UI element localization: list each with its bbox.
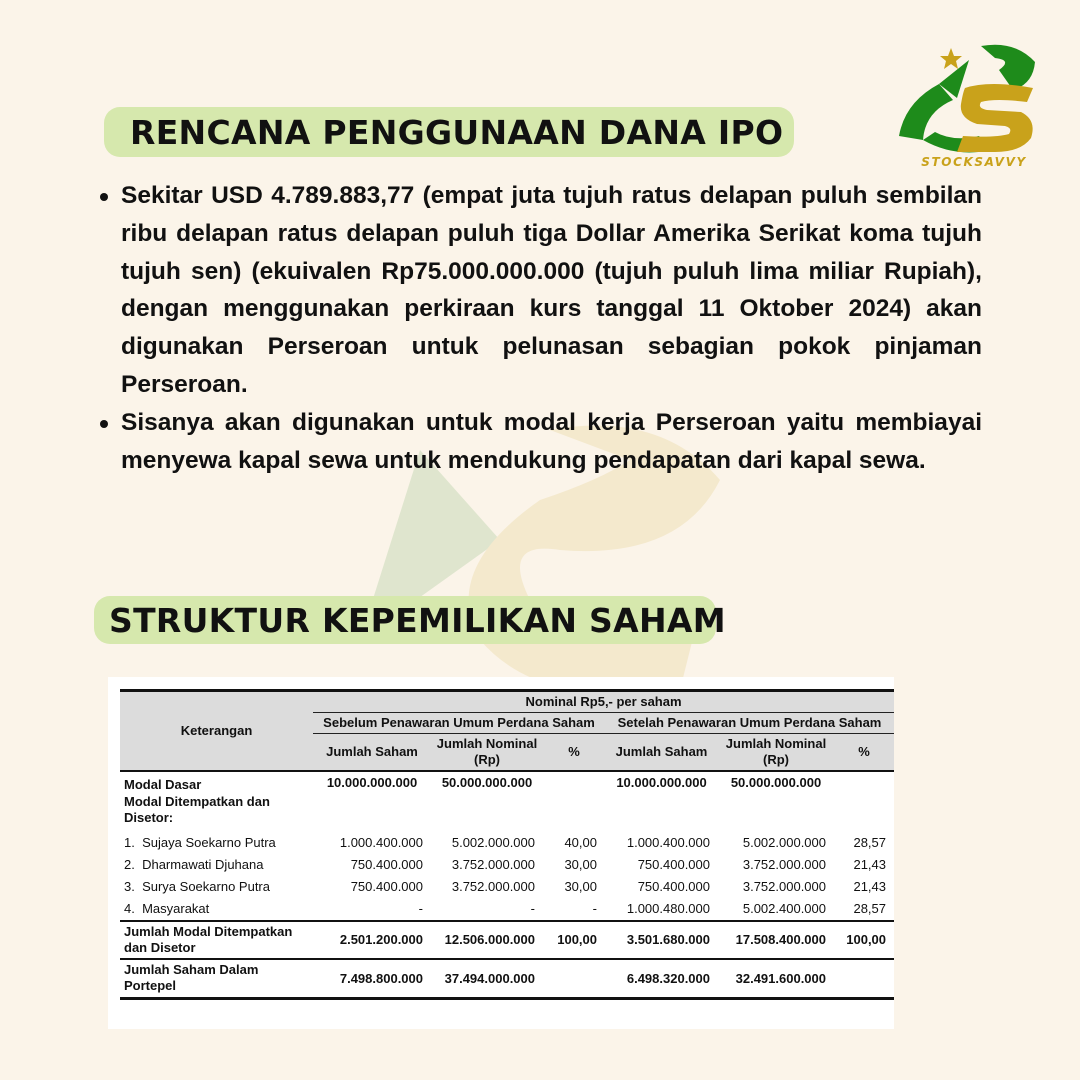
header-jumlah-nominal: Jumlah Nominal (Rp): [431, 734, 543, 772]
cell: 3.752.000.000: [742, 879, 826, 894]
header-jumlah-nominal: Jumlah Nominal (Rp): [718, 734, 834, 772]
cell: 5.002.000.000: [451, 835, 535, 850]
total-label: Jumlah Modal Ditempatkan dan Disetor: [120, 921, 313, 959]
section-title-ipo-funds-text: RENCANA PENGGUNAAN DANA IPO: [130, 112, 784, 152]
shareholder-cell: 2. Dharmawati Djuhana: [124, 857, 264, 872]
cell: 17.508.400.000: [718, 921, 834, 959]
cell: 3.752.000.000: [742, 857, 826, 872]
table-row-total: [120, 921, 894, 959]
cell: 3.752.000.000: [451, 879, 535, 894]
cell: 10.000.000.000: [605, 771, 718, 794]
ownership-table-image: [108, 677, 894, 1029]
header-jumlah-saham: Jumlah Saham: [605, 734, 718, 772]
cell: 10.000.000.000: [313, 771, 431, 794]
list-item: [98, 404, 982, 480]
cell: 3.752.000.000: [451, 857, 535, 872]
cell: 32.491.600.000: [718, 959, 834, 999]
table-row: [120, 832, 894, 854]
cell: 100,00: [543, 921, 605, 959]
cell: -: [592, 901, 597, 916]
header-percent: %: [834, 734, 894, 772]
cell: 1.000.400.000: [339, 835, 423, 850]
star-icon: [940, 48, 962, 69]
cell: 21,43: [853, 857, 887, 872]
cell: 21,43: [853, 879, 887, 894]
cell: 30,00: [564, 857, 597, 872]
cell: 40,00: [564, 835, 597, 850]
header-after-ipo: Setelah Penawaran Umum Perdana Saham: [605, 713, 894, 734]
cell: 28,57: [853, 835, 887, 850]
cell: 50.000.000.000: [431, 771, 543, 794]
cell: [543, 771, 605, 794]
list-item: [98, 177, 982, 404]
header-before-ipo: Sebelum Penawaran Umum Perdana Saham: [313, 713, 605, 734]
table-row: [120, 794, 894, 832]
cell: 750.400.000: [350, 857, 423, 872]
ipo-funds-bullet-list: [98, 177, 982, 479]
cell: [834, 771, 894, 794]
cell: 750.400.000: [637, 879, 710, 894]
cell: 37.494.000.000: [431, 959, 543, 999]
shareholder-name: Sujaya Soekarno Putra: [142, 835, 276, 850]
cell: 5.002.400.000: [742, 901, 826, 916]
header-keterangan: Keterangan: [120, 691, 313, 772]
bullet-dot-icon: [100, 193, 108, 201]
cell: 12.506.000.000: [431, 921, 543, 959]
section-title-ownership: [94, 596, 726, 644]
cell: -: [418, 901, 423, 916]
header-percent: %: [543, 734, 605, 772]
cell: 100,00: [834, 921, 894, 959]
portepel-label: Jumlah Saham Dalam Portepel: [120, 959, 313, 999]
cell: 750.400.000: [637, 857, 710, 872]
cell: [834, 959, 894, 999]
header-nominal: Nominal Rp5,- per saham: [313, 691, 894, 713]
section-title-ipo-funds: [104, 107, 794, 157]
cell: [313, 794, 894, 832]
section-title-ownership-text: STRUKTUR KEPEMILIKAN SAHAM: [109, 600, 726, 640]
table-row: [120, 771, 894, 794]
table-row: [120, 876, 894, 898]
shareholder-cell: 3. Surya Soekarno Putra: [124, 879, 270, 894]
cell: [543, 959, 605, 999]
cell: 3.501.680.000: [605, 921, 718, 959]
cell: 2.501.200.000: [313, 921, 431, 959]
ownership-table: [120, 689, 894, 1000]
shareholder-name: Masyarakat: [142, 901, 210, 916]
table-row-portepel: [120, 959, 894, 999]
cell: 30,00: [564, 879, 597, 894]
bullet-dot-icon: [100, 420, 108, 428]
cell: 1.000.480.000: [626, 901, 710, 916]
cell: 1.000.400.000: [626, 835, 710, 850]
bullet-text: Sisanya akan digunakan untuk modal kerja Perseroan yaitu membiayai menyewa kapal sewa untuk mendukung pendapatan dari kapal sewa.: [121, 408, 982, 474]
brand-name: STOCKSAVVY: [921, 155, 1027, 169]
cell: 6.498.320.000: [605, 959, 718, 999]
cell: 5.002.000.000: [742, 835, 826, 850]
table-row: [120, 898, 894, 921]
table-row: [120, 854, 894, 876]
cell: 7.498.800.000: [313, 959, 431, 999]
header-jumlah-saham: Jumlah Saham: [313, 734, 431, 772]
cell: -: [530, 901, 535, 916]
cell: 28,57: [853, 901, 887, 916]
cell: 50.000.000.000: [718, 771, 834, 794]
modal-dasar-label: Modal Dasar: [120, 771, 313, 794]
shareholder-name: Dharmawati Djuhana: [142, 857, 264, 872]
bullet-text: Sekitar USD 4.789.883,77 (empat juta tujuh ratus delapan puluh sembilan ribu delapan ratus delapan puluh tiga Dollar Amerika Serikat koma tujuh tujuh sen) (ekuivalen Rp75.000.000.000 (tujuh puluh lima miliar Rupiah), dengan menggunakan perkiraan kurs tanggal 11 Oktober 2024) akan digunakan Perseroan untuk pelunasan sebagian pokok pinjaman Perseroan.: [121, 182, 982, 398]
shareholder-cell: 1. Sujaya Soekarno Putra: [124, 835, 276, 850]
shareholder-name: Surya Soekarno Putra: [142, 879, 270, 894]
cell: 750.400.000: [350, 879, 423, 894]
modal-ditempatkan-label: Modal Ditempatkan dan Disetor:: [124, 794, 270, 825]
shareholder-cell: 4. Masyarakat: [124, 901, 210, 916]
